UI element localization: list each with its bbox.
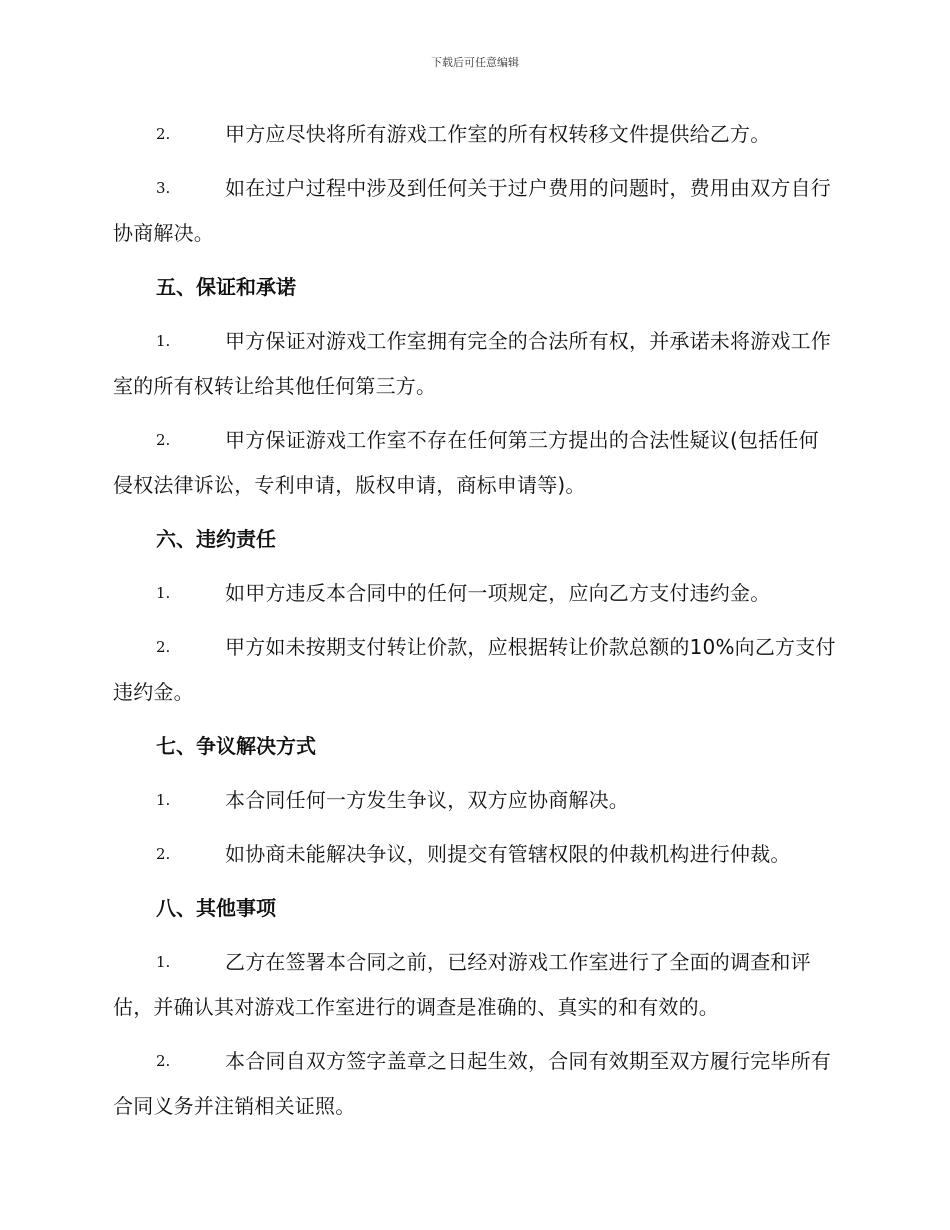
- clause-number: 3.: [156, 179, 171, 197]
- section-heading: 七、争议解决方式: [156, 734, 316, 758]
- page-header: 下载后可任意编辑: [431, 56, 519, 69]
- clause-number: 2.: [156, 431, 171, 449]
- clause-item: [113, 940, 837, 1030]
- clause-text: 甲方保证对游戏工作室拥有完全的合法所有权，并承诺未将游戏工作室的所有权转让给其他任何第三方。: [113, 329, 831, 398]
- clause-text: 本合同自双方签字盖章之日起生效，合同有效期至双方履行完毕所有合同义务并注销相关证照。: [113, 1049, 831, 1118]
- clause-item: [113, 625, 837, 715]
- clause-item: [113, 571, 837, 616]
- clause-item: [113, 832, 837, 877]
- document-body: [113, 112, 837, 1138]
- clause-item: [113, 418, 837, 508]
- section-heading: 五、保证和承诺: [156, 275, 296, 299]
- clause-number: 2.: [156, 638, 171, 656]
- clause-number: 1.: [156, 791, 171, 809]
- clause-text: 甲方如未按期支付转让价款，应根据转让价款总额的10%向乙方支付违约金。: [113, 635, 836, 704]
- clause-text: 如协商未能解决争议，则提交有管辖权限的仲裁机构进行仲裁。: [225, 842, 791, 866]
- clause-number: 2.: [156, 125, 171, 143]
- clause-item: [113, 1039, 837, 1129]
- clause-number: 2.: [156, 845, 171, 863]
- clause-item: [113, 778, 837, 823]
- clause-text: 乙方在签署本合同之前，已经对游戏工作室进行了全面的调查和评估，并确认其对游戏工作室进行的调查是准确的、真实的和有效的。: [113, 950, 811, 1019]
- clause-text: 如在过户过程中涉及到任何关于过户费用的问题时，费用由双方自行协商解决。: [113, 176, 831, 245]
- clause-text: 本合同任何一方发生争议，双方应协商解决。: [225, 788, 629, 812]
- clause-item: [113, 166, 837, 256]
- section-heading: 八、其他事项: [156, 896, 276, 920]
- clause-number: 1.: [156, 953, 171, 971]
- section-heading: 六、违约责任: [156, 527, 276, 551]
- clause-text: 甲方应尽快将所有游戏工作室的所有权转移文件提供给乙方。: [225, 122, 771, 146]
- clause-text: 甲方保证游戏工作室不存在任何第三方提出的合法性疑议(包括任何侵权法律诉讼，专利申请，版权申请，商标申请等)。: [113, 428, 819, 497]
- clause-item: [113, 112, 837, 157]
- clause-number: 1.: [156, 332, 171, 350]
- clause-number: 2.: [156, 1052, 171, 1070]
- clause-number: 1.: [156, 584, 171, 602]
- clause-item: [113, 319, 837, 409]
- clause-text: 如甲方违反本合同中的任何一项规定，应向乙方支付违约金。: [225, 581, 771, 605]
